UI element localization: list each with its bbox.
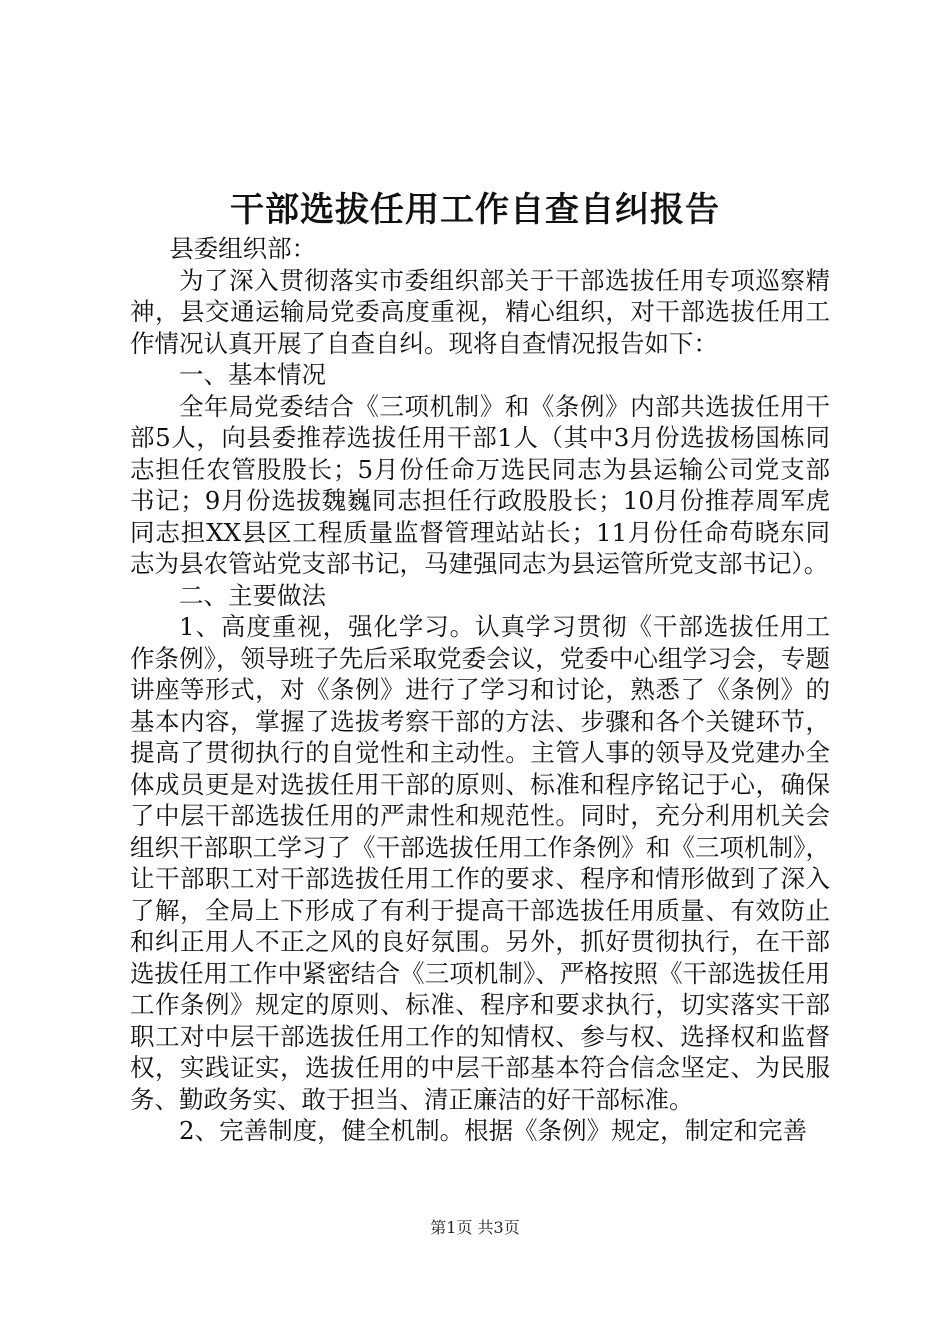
- page-number-footer: 第1页 共3页: [430, 1218, 520, 1237]
- section-heading-practices: 二、主要做法: [179, 580, 326, 610]
- document-title: 干部选拔任用工作自查自纠报告: [230, 190, 720, 230]
- section-heading-basic: 一、基本情况: [179, 360, 326, 389]
- paragraph-practice-1: 1、高度重视，强化学习。认真学习贯彻《干部选拔任用工作条例》，领导班子先后采取党委会议，党委中心组学习会，专题讲座等形式，对《条例》进行了学习和讨论，熟悉了《条例》的基本内容，掌握了选拔考察干部的方法、步骤和各个关键环节，提高了贯彻执行的自觉性和主动性。主管人事的领导及党建办全体成员更是对选拔任用干部的原则、标准和程序铭记于心，确保了中层干部选拔任用的严肃性和规范性。同时，充分利用机关会组织干部职工学习了《干部选拔任用工作条例》和《三项机制》，让干部职工对干部选拔任用工作的要求、程序和情形做到了深入了解，全局上下形成了有利于提高干部选拔任用质量、有效防止和纠正用人不正之风的良好氛围。另外，抓好贯彻执行，在干部选拔任用工作中紧密结合《三项机制》、严格按照《干部选拔任用工作条例》规定的原则、标准、程序和要求执行，切实落实干部职工对中层干部选拔任用工作的知情权、参与权、选择权和监督权，实践证实，选拔任用的中层干部基本符合信念坚定、为民服务、勤政务实、敢于担当、清正廉洁的好干部标准。: [130, 612, 830, 1114]
- document-body: [130, 233, 830, 1147]
- paragraph-basic-situation: 全年局党委结合《三项机制》和《条例》内部共选拔任用干部5人，向县委推荐选拔任用干部1人（其中3月份选拔杨国栋同志担任农管股股长；5月份任命万选民同志为县运输公司党支部书记；9月份选拔魏巍同志担任行政股股长；10月份推荐周军虎同志担XX县区工程质量监督管理站站长；11月份任命苟晓东同志为县农管站党支部书记，马建强同志为县运管所党支部书记）。: [130, 391, 830, 578]
- paragraph-intro: 为了深入贯彻落实市委组织部关于干部选拔任用专项巡察精神，县交通运输局党委高度重视，精心组织，对干部选拔任用工作情况认真开展了自查自纠。现将自查情况报告如下：: [130, 265, 830, 358]
- paragraph-practice-2: 2、完善制度，健全机制。根据《条例》规定，制定和完善: [179, 1116, 808, 1145]
- salutation: 县委组织部：: [169, 234, 317, 263]
